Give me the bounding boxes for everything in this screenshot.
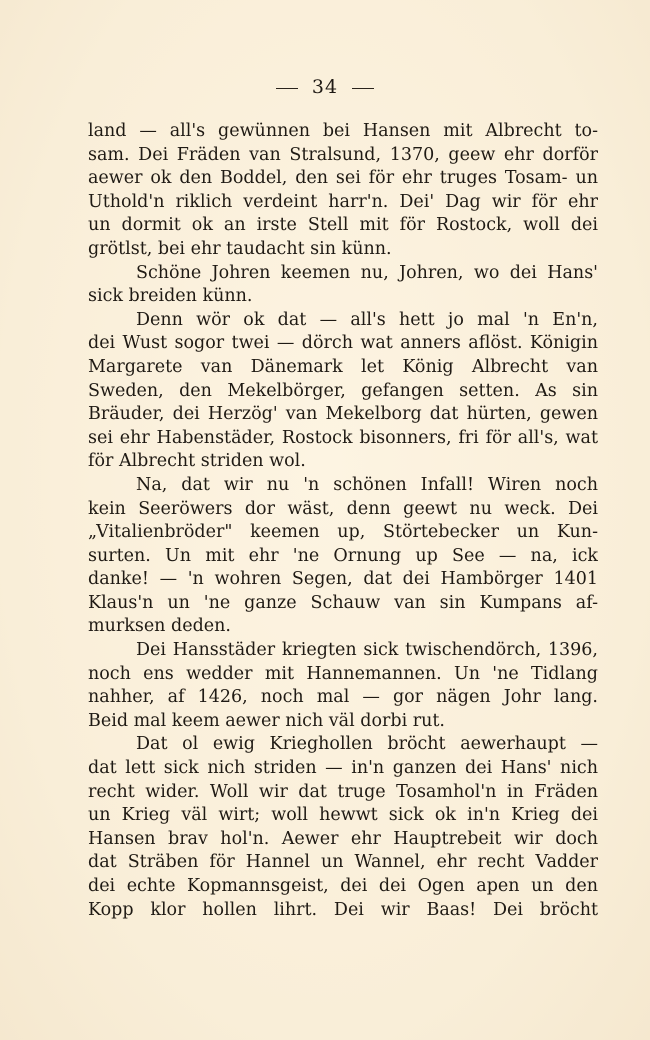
text-line: Kopp klor hollen lihrt. Dei wir Baas! Dei bröcht: [88, 899, 598, 920]
text-line: murksen deden.: [88, 616, 231, 637]
text-line: un dormit ok an irste Stell mit för Rostock, woll dei: [88, 215, 598, 236]
text-line: Dat ol ewig Krieghollen bröcht aewerhaupt —: [136, 734, 598, 755]
text-line: sei ehr Habenstäder, Rostock bisonners, fri för all's, wat: [88, 427, 598, 448]
text-line: land — all's gewünnen bei Hansen mit Albrecht to-: [88, 121, 598, 141]
text-line: grötlst, bei ehr taudacht sin künn.: [88, 238, 392, 259]
text-line: sick breiden künn.: [88, 286, 253, 307]
text-line: Klaus'n un 'ne ganze Schauw van sin Kumpans af-: [88, 592, 598, 613]
body-text: [88, 120, 598, 922]
text-line: sam. Dei Fräden van Stralsund, 1370, geew ehr dorför: [88, 144, 598, 165]
text-line: dei echte Kopmannsgeist, dei dei Ogen apen un den: [88, 876, 598, 896]
text-line: Uthold'n riklich verdeint harr'n. Dei' Dag wir för ehr: [88, 191, 598, 212]
text-line: kein Seeröwers dor wäst, denn geewt nu weck. Dei: [88, 498, 598, 519]
text-line: dei Wust sogor twei — dörch wat anners aflöst. Königin: [88, 333, 598, 354]
text-line: nahher, af 1426, noch mal — gor nägen Johr lang.: [88, 687, 598, 708]
text-line: danke! — 'n wohren Segen, dat dei Hambörger 1401: [88, 569, 598, 590]
page-number: 34: [311, 76, 339, 98]
text-line: för Albrecht striden wol.: [88, 451, 306, 472]
text-line: „Vitalienbröder" keemen up, Störtebecker un Kun-: [88, 522, 598, 543]
text-line: Hansen brav hol'n. Aewer ehr Hauptrebeit wir doch: [88, 828, 598, 849]
text-line: Dei Hansstäder kriegten sick twischendörch, 1396,: [136, 640, 598, 661]
page-header: [0, 76, 650, 98]
text-line: Sweden, den Mekelbörger, gefangen setten. As sin: [88, 380, 598, 401]
text-line: Margarete van Dänemark let König Albrecht van: [88, 356, 598, 377]
text-line: Na, dat wir nu 'n schönen Infall! Wiren noch: [136, 474, 598, 495]
text-line: surten. Un mit ehr 'ne Ornung up See — na, ick: [88, 545, 598, 566]
text-line: Beid mal keem aewer nich väl dorbi rut.: [88, 710, 445, 731]
header-dash-right: [352, 88, 374, 89]
text-line: Denn wör ok dat — all's hett jo mal 'n En'n,: [136, 309, 598, 330]
text-line: aewer ok den Boddel, den sei för ehr truges Tosam- un: [88, 168, 598, 189]
text-line: un Krieg väl wirt; woll hewwt sick ok in'n Krieg dei: [88, 805, 598, 826]
text-line: recht wider. Woll wir dat truge Tosamhol'n in Fräden: [88, 781, 598, 802]
text-line: dat lett sick nich striden — in'n ganzen dei Hans' nich: [88, 758, 598, 779]
text-line: Schöne Johren keemen nu, Johren, wo dei Hans': [136, 262, 598, 283]
text-line: dat Sträben för Hannel un Wannel, ehr recht Vadder: [88, 852, 598, 873]
header-dash-left: [276, 88, 298, 89]
text-line: Bräuder, dei Herzög' van Mekelborg dat hürten, gewen: [88, 404, 598, 425]
text-line: noch ens wedder mit Hannemannen. Un 'ne Tidlang: [88, 663, 598, 684]
